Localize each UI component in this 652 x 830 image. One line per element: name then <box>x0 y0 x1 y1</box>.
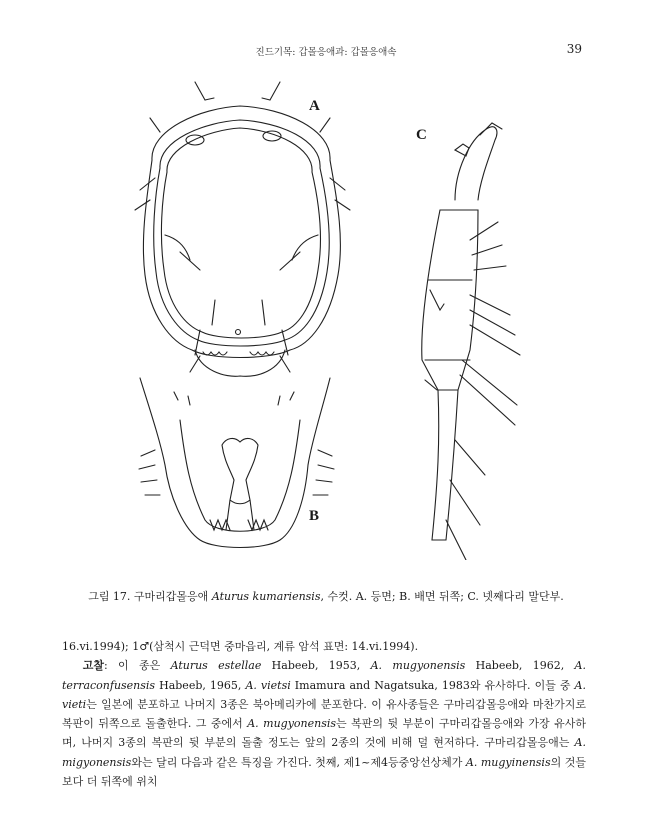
remarks-text: 의 것들보다 더 뒤쪽에 위치 <box>62 755 586 789</box>
caption-prefix: 그림 17. 구마리갑몰응애 <box>88 590 212 603</box>
drawing-dorsal-view <box>135 82 350 376</box>
page-number: 39 <box>566 42 582 56</box>
remarks-text: Imamura and Nagatsuka, 1983와 유사하다. 이들 중 <box>290 678 575 692</box>
remarks-text: : 이 종은 <box>103 659 171 673</box>
caption-suffix: , 수컷. A. 등면; B. 배면 뒤쪽; C. 넷째다리 말단부. <box>320 590 564 603</box>
figure-caption <box>0 588 652 604</box>
species-name: A. mugyinensis <box>465 755 551 769</box>
species-name: Aturus estellae <box>170 659 262 673</box>
panel-label-a: A <box>309 98 320 114</box>
panel-label-c: C <box>416 127 427 143</box>
species-name: A. migyonensis <box>62 736 586 769</box>
species-name: A. mugyonensis <box>247 717 337 731</box>
species-name: A. mugyonensis <box>370 659 466 673</box>
remarks-paragraph <box>62 656 586 791</box>
specimen-line: 16.vi.1994); 1♂(삼척시 근덕면 중마읍리, 계류 암석 표면: 14.vi.1994). <box>62 640 419 653</box>
remarks-text: 는 일본에 분포하고 나머지 3종은 북아메리카에 분포한다. 이 유사종들은 구마리갑몰응애와 마찬가지로 복판이 뒤쪽으로 돌출한다. 그 중에서 <box>62 697 586 731</box>
remarks-text: 와는 달리 다음과 같은 특징을 가진다. 첫째, 제1~제4등중앙선상체가 <box>131 755 466 769</box>
figure-17 <box>0 60 652 560</box>
drawing-ventral-view <box>139 378 334 548</box>
drawing-leg-view <box>422 123 520 560</box>
species-name: A. vieti <box>62 678 586 711</box>
remarks-text: Habeeb, 1965, <box>155 678 246 692</box>
panel-label-b: B <box>309 508 320 524</box>
figure-drawings <box>0 60 652 560</box>
remarks-text: 는 복판의 뒷 부분이 구마리갑몰응애와 가장 유사하며, 나머지 3종의 복판의 뒷 부분의 돌출 정도는 앞의 2종의 것에 비해 덜 현저하다. 구마리갑몰응애는 <box>62 717 586 750</box>
running-head: 진드기목: 갑몰응애과: 갑몰응애속 <box>255 47 397 58</box>
caption-species: Aturus kumariensis <box>211 590 321 603</box>
remarks-label: 고찰 <box>82 659 104 673</box>
body-text <box>62 637 586 791</box>
remarks-text: Habeeb, 1962, <box>465 659 575 673</box>
species-name: A. terraconfusensis <box>62 659 586 692</box>
species-name: A. vietsi <box>245 678 291 692</box>
remarks-text: Habeeb, 1953, <box>261 659 371 673</box>
